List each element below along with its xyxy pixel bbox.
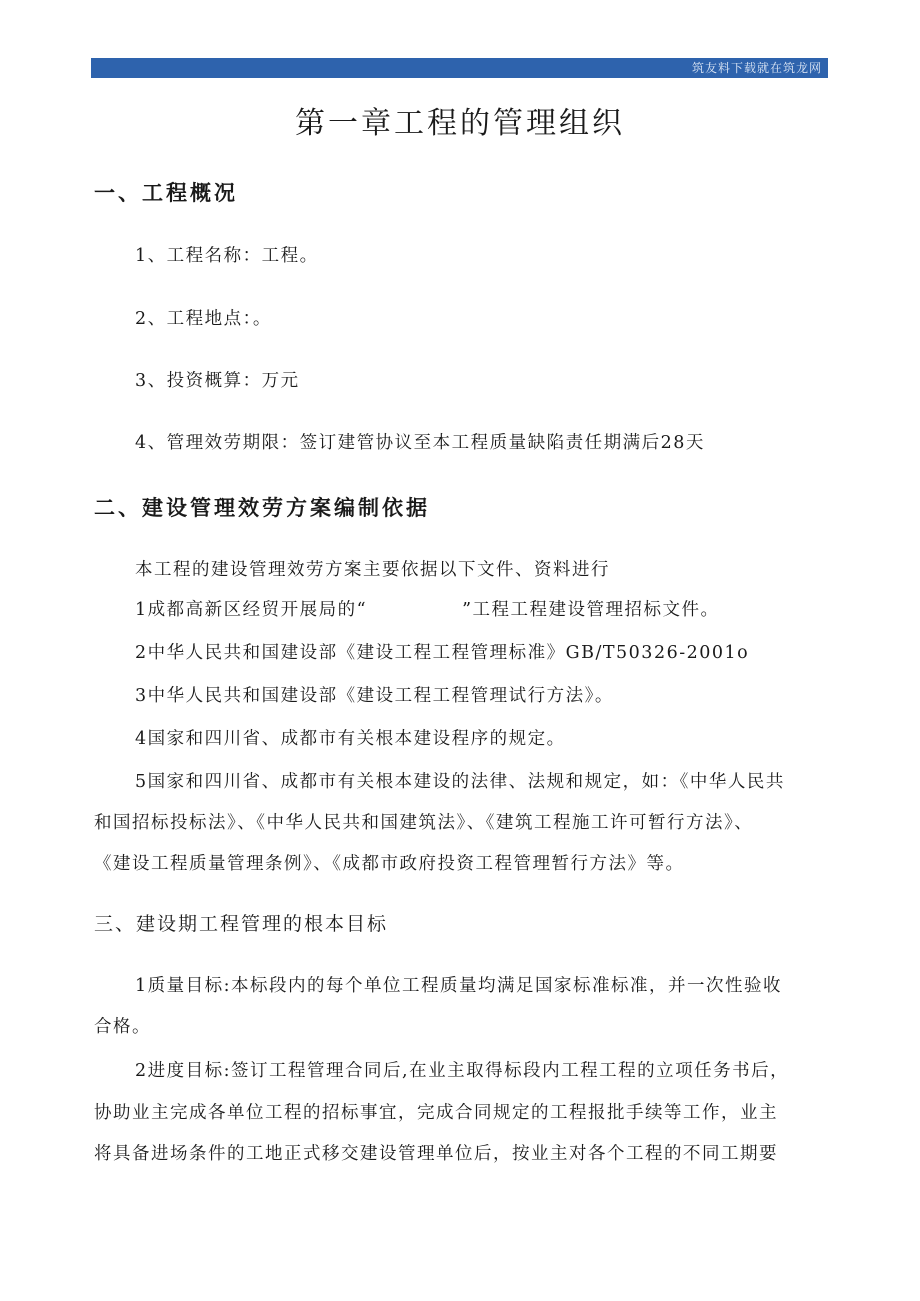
section3-goal1-line1: 1质量目标:本标段内的每个单位工程质量均满足国家标准标准，并一次性验收 [135,976,783,996]
section2-item-3: 3中华人民共和国建设部《建设工程工程管理试行方法》。 [135,686,614,706]
section1-item-1: 1、工程名称：工程。 [135,246,319,266]
section3-heading: 三、建设期工程管理的根本目标 [94,913,389,935]
section2-item-2: 2中华人民共和国建设部《建设工程工程管理标准》GB/T50326-2001o [135,643,750,663]
section2-heading: 二、建设管理效劳方案编制依据 [94,496,430,520]
section3-goal2-line2: 协助业主完成各单位工程的招标事宜，完成合同规定的工程报批手续等工作，业主 [94,1103,778,1123]
header-watermark: 筑友料下载就在筑龙网 [691,61,822,75]
header-bar [91,58,828,78]
section2-item-1: 1成都高新区经贸开展局的“ ”工程工程建设管理招标文件。 [135,600,720,620]
section1-item-4: 4、管理效劳期限：签订建管协议至本工程质量缺陷责任期满后28天 [135,433,705,453]
section1-item-3: 3、投资概算：万元 [135,371,300,391]
section3-goal1-line2: 合格。 [94,1017,151,1037]
section2-item-5-line3: 《建设工程质量管理条例》、《成都市政府投资工程管理暂行方法》等。 [94,854,685,874]
section2-item-4: 4国家和四川省、成都市有关根本建设程序的规定。 [135,729,566,749]
page-title: 第一章工程的管理组织 [295,106,625,141]
section1-heading: 一、工程概况 [94,181,238,205]
section3-goal2-line1: 2进度目标:签订工程管理合同后,在业主取得标段内工程工程的立项任务书后， [135,1061,790,1081]
section2-intro: 本工程的建设管理效劳方案主要依据以下文件、资料进行 [135,560,610,580]
section2-item-5-line2: 和国招标投标法》、《中华人民共和国建筑法》、《建筑工程施工许可暂行方法》、 [94,813,754,833]
section1-item-2: 2、工程地点：。 [135,309,272,329]
section3-goal2-line3: 将具备进场条件的工地正式移交建设管理单位后，按业主对各个工程的不同工期要 [94,1144,778,1164]
section2-item-5-line1: 5国家和四川省、成都市有关根本建设的法律、法规和规定，如：《中华人民共 [135,772,785,792]
